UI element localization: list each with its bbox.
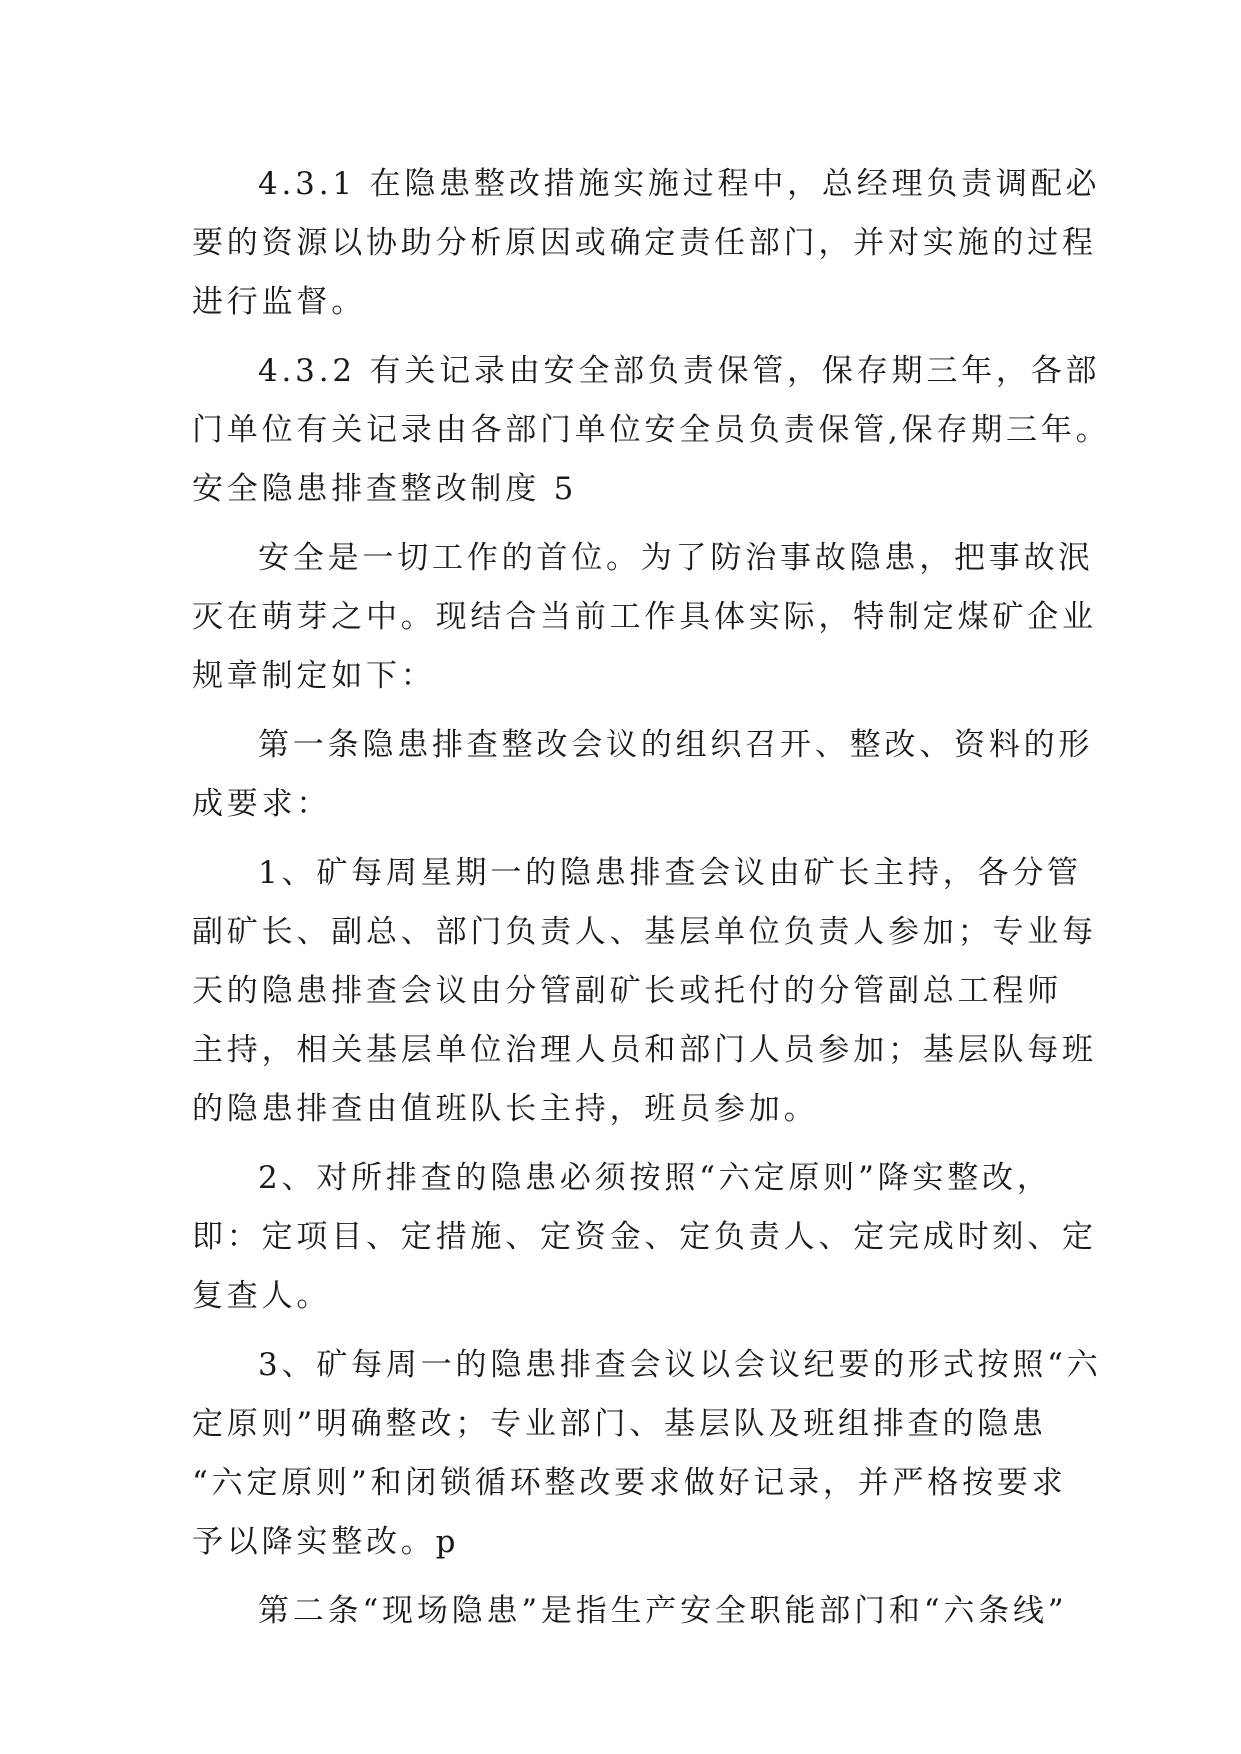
text-line: 予以降实整改。p xyxy=(192,1524,460,1560)
text-line: 进行监督。 xyxy=(192,284,366,320)
text-line: 副矿长、副总、部门负责人、基层单位负责人参加；专业每 xyxy=(192,914,1097,950)
text-line: 第一条隐患排查整改会议的组织召开、整改、资料的形 xyxy=(258,727,1094,763)
heading-line: 安全隐患排查整改制度 5 xyxy=(192,471,578,507)
paragraph-item-3 xyxy=(192,1336,1102,1572)
text-line: 1、矿每周星期一的隐患排查会议由矿长主持，各分管 xyxy=(258,855,1082,891)
text-line: 定原则”明确整改；专业部门、基层队及班组排查的隐患 xyxy=(192,1406,1047,1442)
text-line: 安全是一切工作的首位。为了防治事故隐患，把事故泯 xyxy=(258,540,1094,576)
text-line: 灭在萌芽之中。现结合当前工作具体实际，特制定煤矿企业 xyxy=(192,599,1097,635)
text-line: 4.3.1 在隐患整改措施实施过程中，总经理负责调配必 xyxy=(258,166,1101,202)
text-line: 成要求： xyxy=(192,786,332,822)
text-line: “六定原则”和闭锁循环整改要求做好记录，并严格按要求 xyxy=(192,1465,1067,1501)
text-line: 规章制定如下： xyxy=(192,658,436,694)
paragraph-4-3-1 xyxy=(192,155,1101,332)
text-line: 主持，相关基层单位治理人员和部门人员参加；基层队每班 xyxy=(192,1032,1097,1068)
paragraph-article-1 xyxy=(192,716,1094,834)
paragraph-article-2 xyxy=(192,1582,1068,1641)
document-body xyxy=(192,155,1111,1641)
text-line: 天的隐患排查会议由分管副矿长或托付的分管副总工程师 xyxy=(192,973,1062,1009)
text-line: 4.3.2 有关记录由安全部负责保管，保存期三年，各部 xyxy=(258,353,1101,389)
text-line: 即：定项目、定措施、定资金、定负责人、定完成时刻、定 xyxy=(192,1219,1097,1255)
paragraph-4-3-2 xyxy=(192,342,1111,460)
section-heading xyxy=(192,460,1052,519)
text-line: 的隐患排查由值班队长主持，班员参加。 xyxy=(192,1091,819,1127)
text-line: 要的资源以协助分析原因或确定责任部门，并对实施的过程 xyxy=(192,225,1097,261)
text-line: 门单位有关记录由各部门单位安全员负责保管,保存期三年。 xyxy=(192,412,1111,448)
paragraph-item-1 xyxy=(192,844,1097,1139)
text-line: 2、对所排查的隐患必须按照“六定原则”降实整改， xyxy=(258,1160,1052,1196)
paragraph-intro xyxy=(192,529,1097,706)
paragraph-item-2 xyxy=(192,1149,1097,1326)
text-line: 第二条“现场隐患”是指生产安全职能部门和“六条线” xyxy=(258,1593,1068,1629)
text-line: 3、矿每周一的隐患排查会议以会议纪要的形式按照“六 xyxy=(258,1347,1102,1383)
text-line: 复查人。 xyxy=(192,1278,332,1314)
